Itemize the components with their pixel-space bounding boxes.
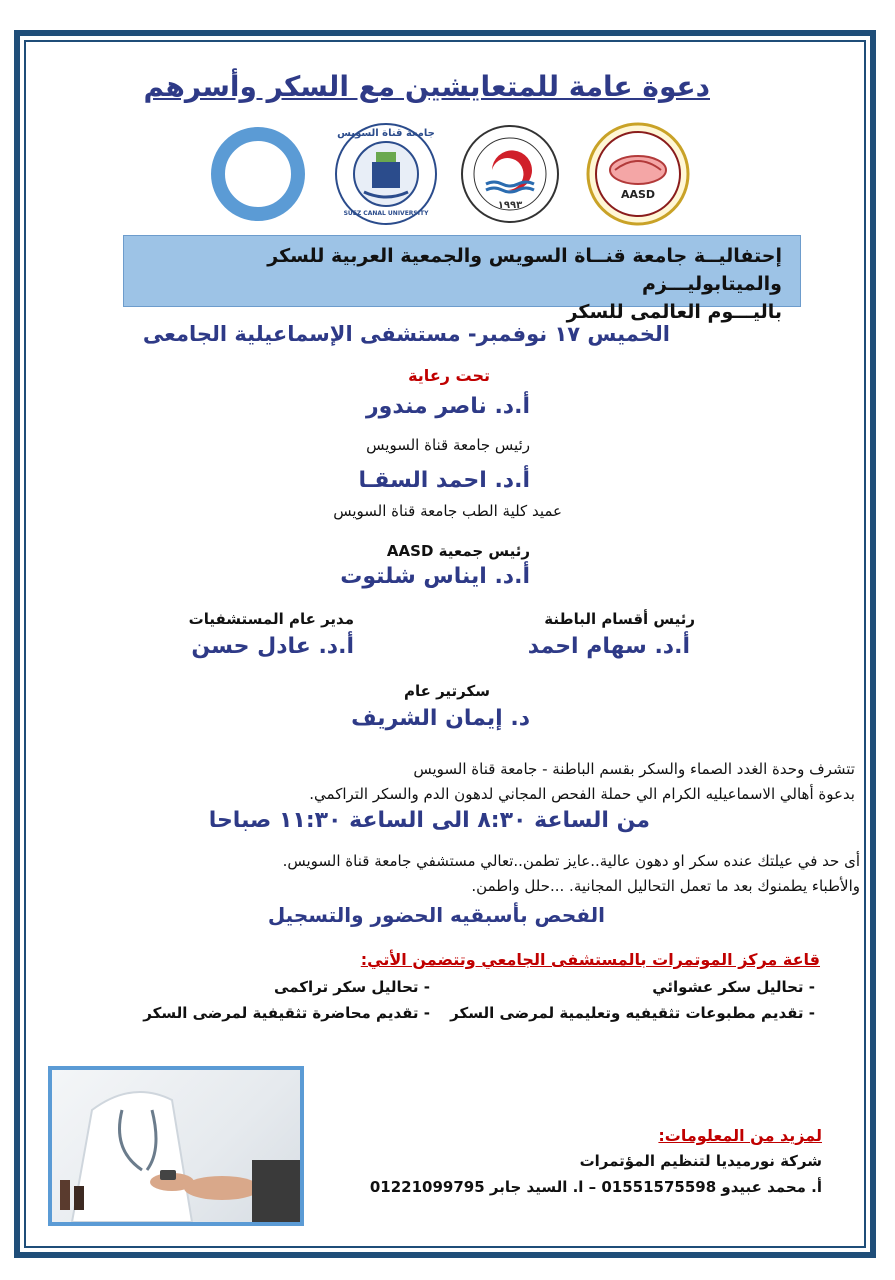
page-title: دعوة عامة للمتعايشين مع السكر وأسرهم: [143, 70, 710, 103]
patron-name-4: أ.د. سهام احمد: [527, 634, 690, 659]
banner-line-1: إحتفاليــة جامعة قنــاة السويس والجمعية العربية للسكر والميتابوليـــزم: [267, 245, 782, 295]
service-item-1: - تحاليل سكر عشوائي: [652, 978, 815, 996]
message-line-1: أى حد في عيلتك عنده سكر او دهون عالية..عايز تطمن..تعالي مستشفي جامعة قناة السويس.: [282, 852, 860, 870]
patron-role-6: سكرتير عام: [404, 682, 490, 700]
registration-callout: الفحص بأسبقيه الحضور والتسجيل: [267, 903, 605, 927]
patron-name-5: أ.د. عادل حسن: [191, 634, 354, 659]
service-item-2: - تحاليل سكر تراكمى: [274, 978, 430, 996]
service-item-3: - تقديم مطبوعات تثقيفيه وتعليمية لمرضى السكر: [450, 1004, 815, 1022]
services-heading: قاعة مركز الموتمرات بالمستشفى الجامعي وتتضمن الأتي:: [360, 950, 820, 969]
patron-name-6: د. إيمان الشريف: [351, 706, 530, 731]
patron-name-2: أ.د. احمد السقـا: [358, 468, 530, 493]
red-crescent-logo: [458, 122, 562, 226]
event-date: الخميس ١٧ نوفمبر- مستشفى الإسماعيلية الجامعى: [142, 322, 670, 346]
patron-role-3: رئيس جمعية AASD: [386, 542, 530, 560]
patron-role-5: مدير عام المستشفيات: [188, 610, 354, 628]
invitation-line-2: بدعوة أهالي الاسماعيليه الكرام الي حملة الفحص المجاني لدهون الدم والسكر التراكمي.: [309, 785, 855, 803]
patronage-label: تحت رعاية: [408, 366, 490, 385]
suez-canal-university-logo: [334, 122, 438, 226]
university-logo-arabic: جامعة قناة السويس: [337, 128, 435, 139]
patron-role-2: عميد كلية الطب جامعة قناة السويس: [333, 502, 562, 520]
patron-name-3: أ.د. ايناس شلتوت: [340, 564, 530, 589]
patron-role-1: رئيس جامعة قناة السويس: [366, 436, 530, 454]
service-item-4: - تقديم محاضرة تثقيفية لمرضى السكر: [143, 1004, 430, 1022]
banner-line-2: باليـــوم العالمى للسكر: [566, 301, 782, 323]
message-line-2: والأطباء يطمنوك بعد ما تعمل التحاليل المجانية. ...حلل واطمن.: [471, 877, 860, 895]
contact-heading: لمزيد من المعلومات:: [658, 1126, 822, 1145]
aasd-logo: [583, 122, 687, 226]
event-time: من الساعة ٨:٣٠ الى الساعة ١١:٣٠ صباحا: [208, 808, 650, 833]
contact-phones: أ. محمد عبيدو 01551575598 – ا. السيد جابر 01221099795: [369, 1178, 822, 1196]
invitation-line-1: تتشرف وحدة الغدد الصماء والسكر بقسم الباطنة - جامعة قناة السويس: [413, 760, 855, 778]
red-crescent-year: ١٩٩٣: [497, 200, 523, 211]
aasd-acronym: AASD: [620, 188, 656, 201]
patron-name-1: أ.د. ناصر مندور: [366, 394, 530, 419]
patron-role-4: رئيس أقسام الباطنة: [544, 610, 695, 628]
university-logo-english: SUEZ CANAL UNIVERSITY: [343, 210, 429, 217]
doctor-glucometer-photo: [48, 1066, 304, 1226]
blue-circle-icon: [206, 122, 310, 226]
event-banner: [123, 235, 801, 323]
contact-company: شركة نورميديا لتنظيم المؤتمرات: [579, 1152, 822, 1170]
